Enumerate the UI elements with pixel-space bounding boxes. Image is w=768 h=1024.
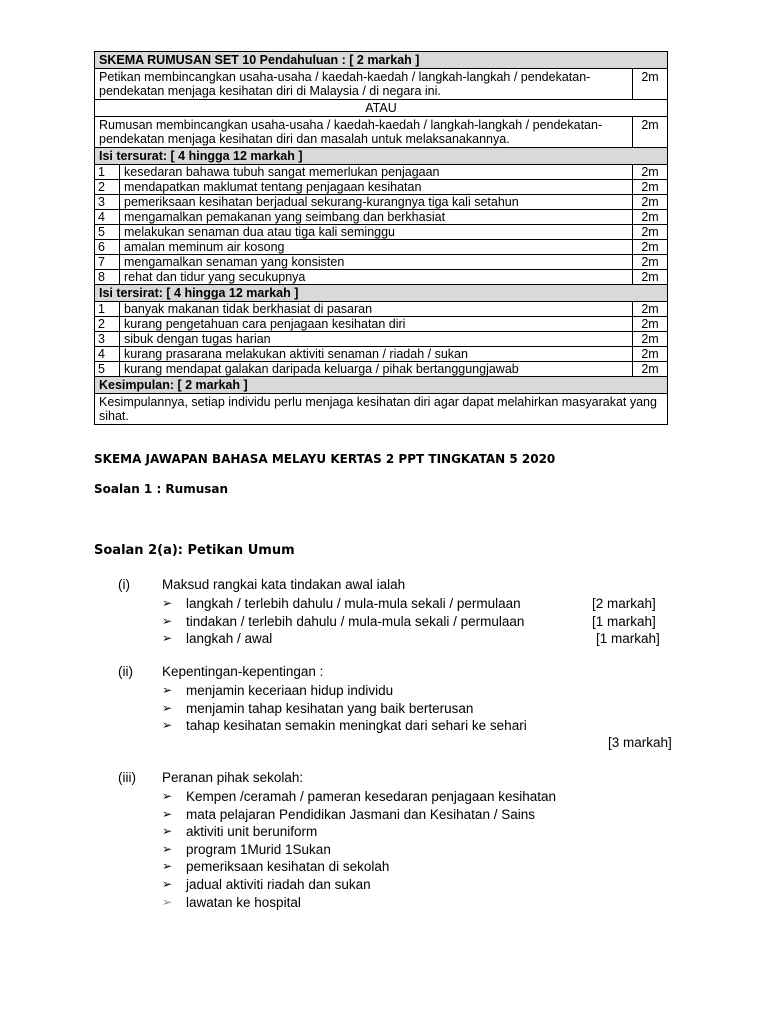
list-item <box>162 717 678 735</box>
item-mark: 2m <box>633 347 668 362</box>
item-text: mendapatkan maklumat tentang penjagaan kesihatan <box>120 180 633 195</box>
item-number: 3 <box>95 332 120 347</box>
answer-text: tindakan / terlebih dahulu / mula-mula sekali / permulaan <box>186 613 525 629</box>
table-row <box>95 165 668 180</box>
list-item <box>162 876 678 894</box>
item-mark: 2m <box>633 362 668 377</box>
soalan-1-heading: Soalan 1 : Rumusan <box>94 482 229 496</box>
arrowhead-bullet-icon: ➢ <box>162 806 173 821</box>
item-text: kurang mendapat galakan daripada keluarga / pihak bertanggungjawab <box>120 362 633 377</box>
answer-score: [2 markah] <box>592 596 656 611</box>
list-item <box>162 806 678 824</box>
kesimpulan-text: Kesimpulannya, setiap individu perlu menjaga kesihatan diri agar dapat melahirkan masyarakat yang sihat. <box>95 394 668 425</box>
item-text: kurang pengetahuan cara penjagaan kesihatan diri <box>120 317 633 332</box>
list-item <box>162 841 678 859</box>
answer-score: [1 markah] <box>596 631 660 647</box>
answer-text: program 1Murid 1Sukan <box>186 841 331 857</box>
arrowhead-bullet-icon: ➢ <box>162 718 173 733</box>
table-row <box>95 255 668 270</box>
table-row <box>95 210 668 225</box>
item-number: 4 <box>95 347 120 362</box>
item-number: 2 <box>95 317 120 332</box>
tersurat-header-row <box>95 148 668 165</box>
arrowhead-bullet-icon: ➢ <box>162 841 173 856</box>
item-mark: 2m <box>633 225 668 240</box>
intro-option-row <box>95 117 668 148</box>
item-mark: 2m <box>633 210 668 225</box>
item-number: 1 <box>95 165 120 180</box>
question-lead: Peranan pihak sekolah: <box>162 770 304 785</box>
arrowhead-bullet-icon: ➢ <box>162 824 173 839</box>
kesimpulan-header: Kesimpulan: [ 2 markah ] <box>95 377 668 394</box>
answer-text: menjamin tahap kesihatan yang baik berterusan <box>186 700 474 716</box>
item-text: mengamalkan pemakanan yang seimbang dan berkhasiat <box>120 210 633 225</box>
list-item <box>162 613 678 631</box>
item-mark: 2m <box>633 195 668 210</box>
list-item <box>162 700 678 718</box>
intro-option-2-mark: 2m <box>633 117 668 148</box>
item-text: pemeriksaan kesihatan berjadual sekurang-kurangnya tiga kali setahun <box>120 195 633 210</box>
arrowhead-bullet-icon: ➢ <box>162 789 173 803</box>
arrowhead-bullet-icon: ➢ <box>162 876 173 891</box>
kesimpulan-header-row <box>95 377 668 394</box>
answer-list <box>162 595 678 648</box>
document-title: SKEMA JAWAPAN BAHASA MELAYU KERTAS 2 PPT TINGKATAN 5 2020 <box>94 452 556 466</box>
item-number: 1 <box>95 302 120 317</box>
item-text: melakukan senaman dua atau tiga kali seminggu <box>120 225 633 240</box>
rumusan-scheme-table <box>94 51 668 425</box>
item-text: kurang prasarana melakukan aktiviti senaman / riadah / sukan <box>120 347 633 362</box>
table-row <box>95 317 668 332</box>
item-number: 4 <box>95 210 120 225</box>
arrowhead-bullet-icon: ➢ <box>162 859 173 874</box>
list-item <box>162 788 678 806</box>
answer-text: tahap kesihatan semakin meningkat dari sehari ke sehari <box>186 718 527 734</box>
item-mark: 2m <box>633 165 668 180</box>
intro-option-1: Petikan membincangkan usaha-usaha / kaedah-kaedah / langkah-langkah / pendekatan- pendekatan menjaga kesihatan diri di Malaysia / di negara ini. <box>95 69 633 100</box>
arrowhead-bullet-icon: ➢ <box>162 683 173 697</box>
item-number: 6 <box>95 240 120 255</box>
item-number: 7 <box>95 255 120 270</box>
table-row <box>95 225 668 240</box>
kesimpulan-row <box>95 394 668 425</box>
question-ii-total: [3 markah] <box>608 735 672 750</box>
list-item <box>162 823 678 841</box>
question-number: (iii) <box>118 770 136 785</box>
item-number: 8 <box>95 270 120 285</box>
answer-text: langkah / terlebih dahulu / mula-mula sekali / permulaan <box>186 596 521 611</box>
item-mark: 2m <box>633 302 668 317</box>
item-mark: 2m <box>633 180 668 195</box>
item-text: sibuk dengan tugas harian <box>120 332 633 347</box>
table-row <box>95 195 668 210</box>
arrowhead-bullet-icon: ➢ <box>162 631 173 646</box>
item-number: 5 <box>95 362 120 377</box>
answer-text: mata pelajaran Pendidikan Jasmani dan Kesihatan / Sains <box>186 806 535 822</box>
tersirat-header: Isi tersirat: [ 4 hingga 12 markah ] <box>95 285 668 302</box>
answer-text: langkah / awal <box>186 631 273 647</box>
item-mark: 2m <box>633 332 668 347</box>
item-text: banyak makanan tidak berkhasiat di pasaran <box>120 302 633 317</box>
table-row <box>95 180 668 195</box>
table-row <box>95 347 668 362</box>
item-mark: 2m <box>633 317 668 332</box>
answer-text: aktiviti unit beruniform <box>186 824 318 840</box>
atau-label: ATAU <box>95 100 668 117</box>
question-number: (i) <box>118 577 130 592</box>
answer-text: menjamin keceriaan hidup individu <box>186 683 394 698</box>
tersurat-header: Isi tersurat: [ 4 hingga 12 markah ] <box>95 148 668 165</box>
answer-list <box>162 788 678 911</box>
item-text: amalan meminum air kosong <box>120 240 633 255</box>
arrowhead-bullet-icon: ➢ <box>162 596 173 610</box>
answer-text: jadual aktiviti riadah dan sukan <box>186 876 371 892</box>
intro-option-row <box>95 69 668 100</box>
answer-text: pemeriksaan kesihatan di sekolah <box>186 859 390 875</box>
soalan-2a-heading: Soalan 2(a): Petikan Umum <box>94 543 295 558</box>
item-number: 5 <box>95 225 120 240</box>
table-row <box>95 270 668 285</box>
answer-text: Kempen /ceramah / pameran kesedaran penjagaan kesihatan <box>186 789 556 804</box>
item-number: 3 <box>95 195 120 210</box>
intro-option-1-mark: 2m <box>633 69 668 100</box>
table-row <box>95 332 668 347</box>
item-text: mengamalkan senaman yang konsisten <box>120 255 633 270</box>
question-lead: Maksud rangkai kata tindakan awal ialah <box>162 577 406 592</box>
item-text: kesedaran bahawa tubuh sangat memerlukan penjagaan <box>120 165 633 180</box>
pendahuluan-header-row <box>95 52 668 69</box>
arrowhead-bullet-icon: ➢ <box>162 613 173 628</box>
list-item <box>162 630 678 648</box>
item-text: rehat dan tidur yang secukupnya <box>120 270 633 285</box>
table-row <box>95 362 668 377</box>
answer-list <box>162 682 678 735</box>
item-mark: 2m <box>633 255 668 270</box>
atau-row <box>95 100 668 117</box>
arrowhead-bullet-icon: ➢ <box>162 700 173 715</box>
answer-score: [1 markah] <box>592 613 656 629</box>
tersirat-header-row <box>95 285 668 302</box>
answer-text: lawatan ke hospital <box>186 894 301 910</box>
question-lead: Kepentingan-kepentingan : <box>162 664 324 679</box>
list-item <box>162 858 678 876</box>
pendahuluan-header: SKEMA RUMUSAN SET 10 Pendahuluan : [ 2 markah ] <box>95 52 668 69</box>
table-row <box>95 240 668 255</box>
item-mark: 2m <box>633 240 668 255</box>
question-number: (ii) <box>118 664 133 679</box>
list-item <box>162 894 678 912</box>
table-row <box>95 302 668 317</box>
intro-option-2: Rumusan membincangkan usaha-usaha / kaedah-kaedah / langkah-langkah / pendekatan-pendekatan menjaga kesihatan diri dan masalah untuk melaksanakannya. <box>95 117 633 148</box>
item-mark: 2m <box>633 270 668 285</box>
arrowhead-bullet-icon: ➢ <box>162 894 173 909</box>
list-item <box>162 682 678 700</box>
list-item <box>162 595 678 613</box>
item-number: 2 <box>95 180 120 195</box>
